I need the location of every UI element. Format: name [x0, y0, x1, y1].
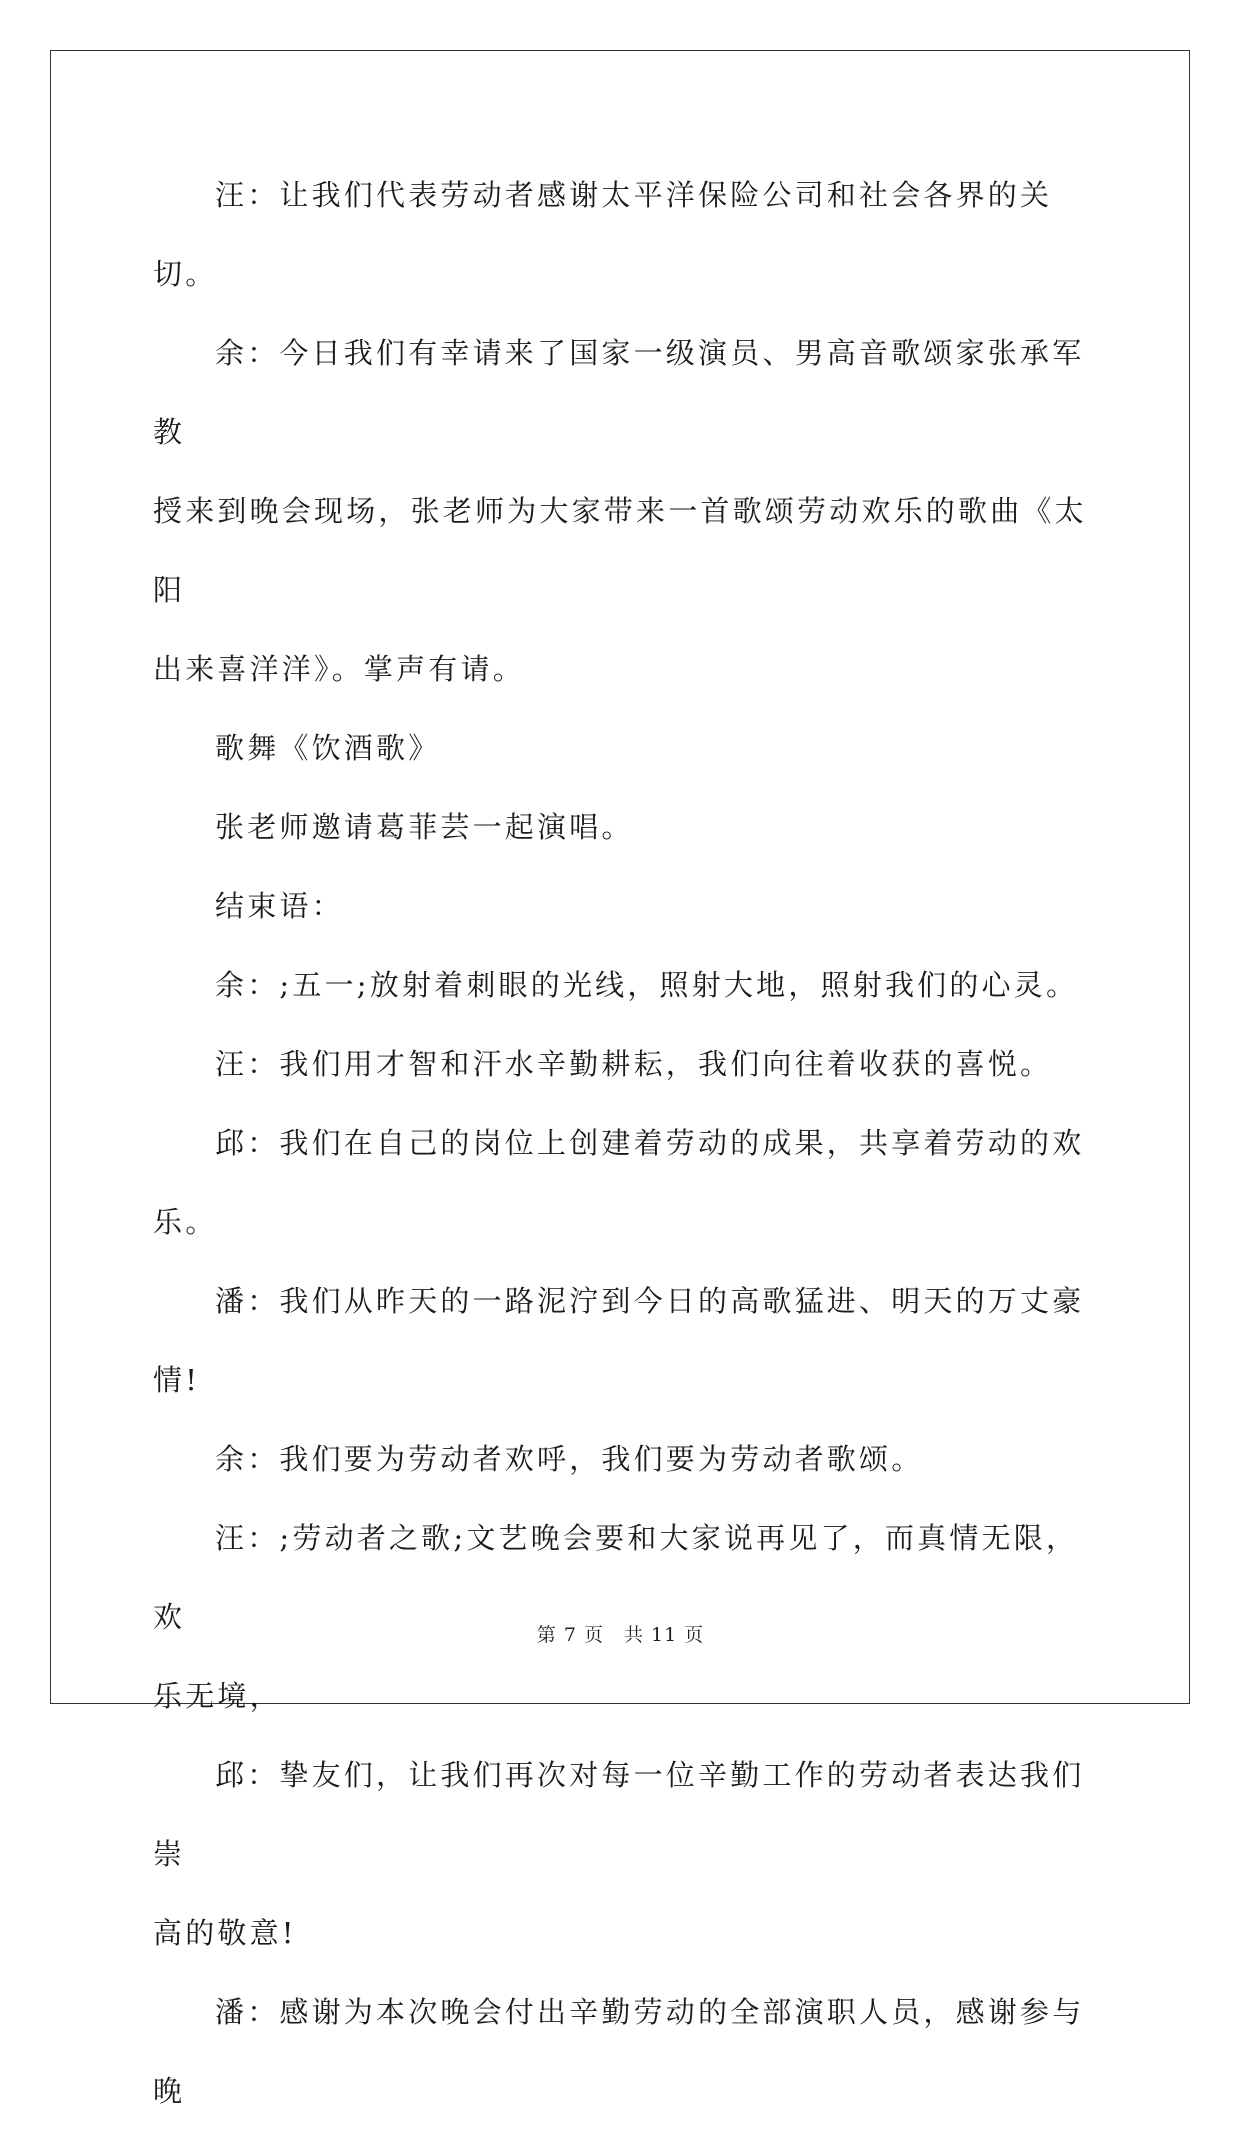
text-line: 余：;五一;放射着刺眼的光线，照射大地，照射我们的心灵。	[215, 968, 1079, 1002]
text-line: 余：我们要为劳动者欢呼，我们要为劳动者歌颂。	[215, 1442, 924, 1476]
text-line: 汪：;劳动者之歌;文艺晚会要和大家说再见了，而真情无限，欢	[153, 1521, 1079, 1634]
text-line: 张老师邀请葛菲芸一起演唱。	[215, 810, 634, 844]
page-footer	[0, 1620, 1241, 1647]
paragraph-8	[153, 1104, 1093, 1262]
text-line: 汪：让我们代表劳动者感谢太平洋保险公司和社会各界的关切。	[153, 178, 1053, 291]
paragraph-1	[153, 156, 1093, 314]
paragraph-4	[153, 788, 1093, 867]
paragraph-11	[153, 1499, 1093, 1736]
text-line: 邱：我们在自己的岗位上创建着劳动的成果，共享着劳动的欢乐。	[153, 1126, 1085, 1239]
text-line: 潘：我们从昨天的一路泥泞到今日的高歌猛进、明天的万丈豪情!	[153, 1284, 1085, 1397]
paragraph-13	[153, 1973, 1093, 2131]
text-line: 邱：挚友们，让我们再次对每一位辛勤工作的劳动者表达我们崇	[153, 1758, 1085, 1871]
paragraph-7	[153, 1025, 1093, 1104]
text-line: 乐无境，	[153, 1679, 282, 1713]
text-line: 潘：感谢为本次晚会付出辛勤劳动的全部演职人员，感谢参与晚	[153, 1995, 1085, 2108]
text-line: 授来到晚会现场，张老师为大家带来一首歌颂劳动欢乐的歌曲《太阳	[153, 494, 1087, 607]
page-number: 第 7 页	[536, 1624, 604, 1646]
document-body	[153, 156, 1093, 2131]
paragraph-10	[153, 1420, 1093, 1499]
text-line: 出来喜洋洋》。掌声有请。	[153, 652, 525, 686]
text-line: 高的敬意!	[153, 1916, 297, 1950]
text-line: 结束语：	[215, 889, 344, 923]
text-line: 余：今日我们有幸请来了国家一级演员、男高音歌颂家张承军教	[153, 336, 1085, 449]
paragraph-9	[153, 1262, 1093, 1420]
text-line: 歌舞《饮酒歌》	[215, 731, 441, 765]
paragraph-5	[153, 867, 1093, 946]
paragraph-2	[153, 314, 1093, 709]
paragraph-12	[153, 1736, 1093, 1973]
page-total: 共 11 页	[623, 1624, 705, 1646]
paragraph-3	[153, 709, 1093, 788]
text-line: 汪：我们用才智和汗水辛勤耕耘，我们向往着收获的喜悦。	[215, 1047, 1053, 1081]
paragraph-6	[153, 946, 1093, 1025]
